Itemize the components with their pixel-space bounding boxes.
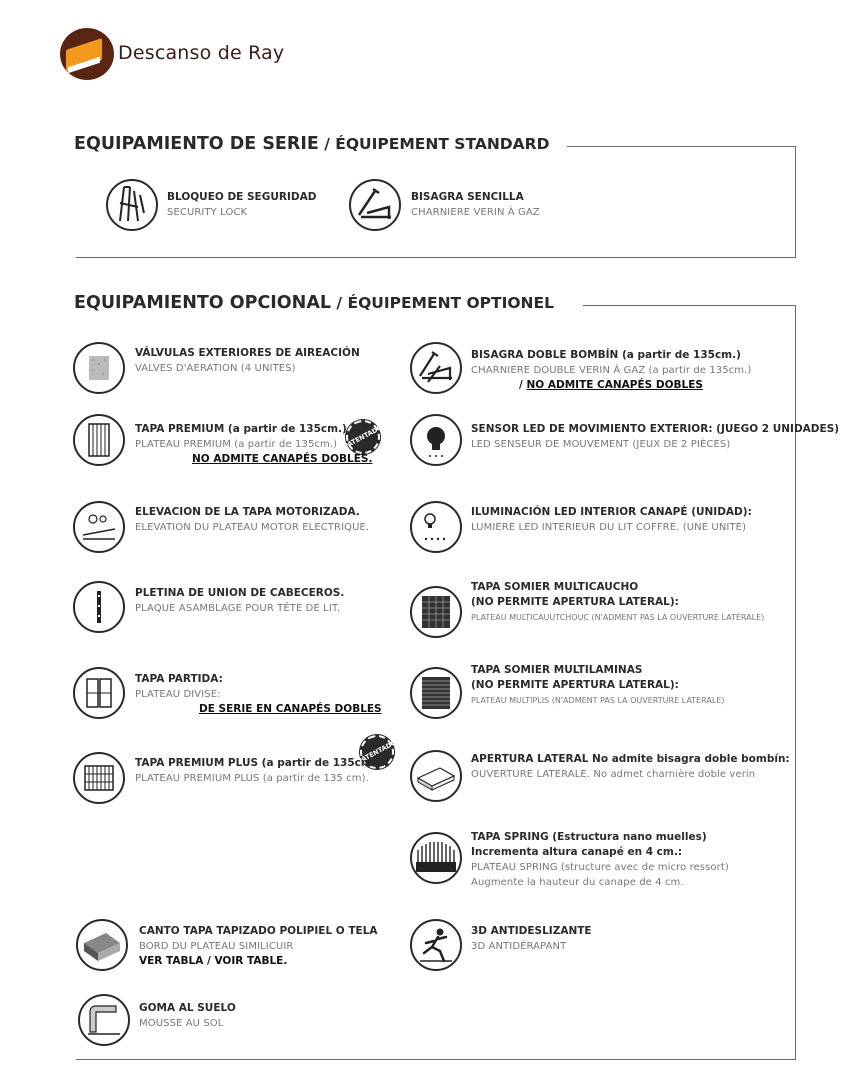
standard-item-hinge: BISAGRA SENCILLA CHARNIERE VERIN À GAZ [411,191,540,218]
led-light-icon [410,501,462,553]
optional-item-motor: ELEVACION DE LA TAPA MOTORIZADA. ELEVATION DU PLATEAU MOTOR ELECTRIQUE. [135,506,370,533]
rubber-foot-icon [78,994,130,1046]
optional-item-upholstery: CANTO TAPA TAPIZADO POLIPIEL O TELA BORD DU PLATEAU SIMILICUIR VER TABLA / VOIR TABLE. [139,925,378,967]
upholstery-icon [76,919,128,971]
premium-plus-icon [73,752,125,804]
optional-item-side-opening: APERTURA LATERAL No admite bisagra doble bombín: OUVERTURE LATERALE. No admet charnière doble verin [471,753,790,780]
split-lid-icon [73,667,125,719]
optional-item-anti-slip: 3D ANTIDESLIZANTE 3D ANTIDÉRAPANT [471,925,592,952]
spring-icon [410,832,462,884]
optional-item-led-light: ILUMINACIÓN LED INTERIOR CANAPÉ (UNIDAD): LUMIERE LED INTERIEUR DU LIT COFFRE. (UNE UNITE) [471,506,752,533]
hinge-icon [349,179,401,231]
optional-title: EQUIPAMIENTO OPCIONAL / ÉQUIPEMENT OPTIONEL [74,293,554,313]
anti-slip-icon [410,919,462,971]
plate-icon [73,581,125,633]
optional-item-plate: PLETINA DE UNION DE CABECEROS. PLAQUE ASAMBLAGE POUR TÊTE DE LIT. [135,587,345,614]
bed-logo-icon [60,28,114,80]
premium-lid-icon [73,414,125,466]
side-opening-icon [410,750,462,802]
optional-item-led-sensor: SENSOR LED DE MOVIMIENTO EXTERIOR: (JUEGO 2 UNIDADES) LED SENSEUR DE MOUVEMENT (JEUX DE 2 PIÈCES) [471,423,840,450]
motor-icon [73,501,125,553]
security-lock-icon [106,179,158,231]
standard-title: EQUIPAMIENTO DE SERIE / ÉQUIPEMENT STANDARD [74,134,550,154]
double-hinge-icon [410,342,462,394]
multislat-icon [410,667,462,719]
optional-item-split-lid: TAPA PARTIDA: PLATEAU DIVISE: DE SERIE EN CANAPÉS DOBLES [135,673,382,715]
optional-item-multislat: TAPA SOMIER MULTILAMINAS (NO PERMITE APERTURA LATERAL): PLATEAU MULTIPLIS (N'ADMENT PAS LA OUVERTURE LATERALE) [471,664,725,705]
optional-item-premium-lid: TAPA PREMIUM (a partir de 135cm.) PLATEAU PREMIUM (a partir de 135cm.) NO ADMITE CANAPÉS DOBLES. [135,423,373,465]
patented-badge: PATENTADO [340,414,386,460]
standard-item-security-lock: BLOQUEO DE SEGURIDAD SECURITY LOCK [167,191,317,218]
optional-item-valves: VÁLVULAS EXTERIORES DE AIREACIÓN VALVES D'AERATION (4 UNITES) [135,347,360,374]
optional-item-rubber-foot: GOMA AL SUELO MOUSSE AU SOL [139,1002,236,1029]
led-sensor-icon [410,414,462,466]
patented-badge-plus: PATENTADO [354,729,400,775]
brand-logo [60,28,320,80]
multirubber-icon [410,586,462,638]
optional-item-premium-plus: TAPA PREMIUM PLUS (a partir de 135cm.): PLATEAU PREMIUM PLUS (a partir de 135 cm). [135,757,385,784]
brand-name: Descanso de Ray [118,42,285,64]
valve-icon [73,342,125,394]
optional-item-spring: TAPA SPRING (Estructura nano muelles) Incrementa altura canapé en 4 cm.: PLATEAU SPRING (structure avec de micro ressort) Augmente la hauteur du canape de 4 cm. [471,831,729,888]
optional-item-multirubber: TAPA SOMIER MULTICAUCHO (NO PERMITE APERTURA LATERAL): PLATEAU MULTICAUUTCHOUC (N'ADMENT PAS LA OUVERTURE LATÉRALE) [471,581,765,622]
optional-item-double-hinge: BISAGRA DOBLE BOMBÍN (a partir de 135cm.) CHARNIERE DOUBLE VERIN À GAZ (a partir de 135cm.) / NO ADMITE CANAPÉS DOBLES [471,349,752,391]
